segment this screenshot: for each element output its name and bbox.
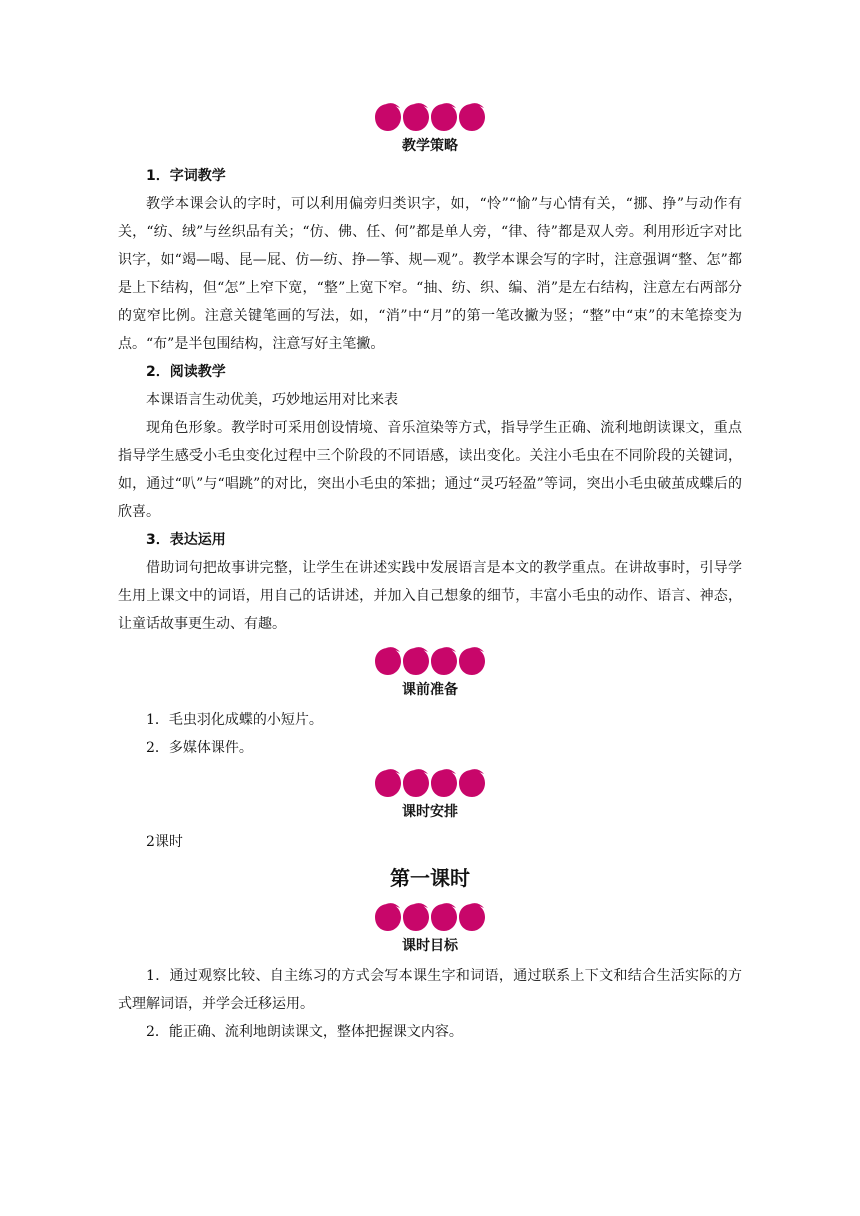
- document-page: [118, 0, 742, 1046]
- petal-row-icon: [374, 768, 486, 798]
- section-title-strategy: 教学策略: [402, 138, 458, 154]
- section-badge-strategy: [118, 102, 742, 132]
- paragraph-words: 教学本课会认的字时，可以利用偏旁归类识字，如，“怜”“愉”与心情有关，“挪、挣”与动作有关，“纺、绒”与丝织品有关；“仿、佛、任、何”都是单人旁，“律、待”都是双人旁。利用形近字对比识字，如“竭—喝、昆—屁、仿—纺、挣—筝、规—观”。教学本课会写的字时，注意强调“整、怎”都是上下结构，但“怎”上窄下宽，“整”上宽下窄。“抽、纺、织、编、消”是左右结构，注意左右两部分的宽窄比例。注意关键笔画的写法，如，“消”中“月”的第一笔改撇为竖；“整”中“束”的末笔捺变为点。“布”是半包围结构，注意写好主笔撇。: [118, 196, 742, 352]
- list-item: 2．能正确、流利地朗读课文，整体把握课文内容。: [146, 1024, 463, 1040]
- subheading-expression: 3．表达运用: [146, 532, 226, 548]
- schedule-text: 2课时: [146, 834, 183, 850]
- paragraph-expression: 借助词句把故事讲完整，让学生在讲述实践中发展语言是本文的教学重点。在讲故事时，引导学生用上课文中的词语，用自己的话讲述，并加入自己想象的细节，丰富小毛虫的动作、语言、神态，让童话故事更生动、有趣。: [118, 560, 742, 632]
- lesson-title: 第一课时: [390, 866, 470, 890]
- petal-row-icon: [374, 902, 486, 932]
- section-badge-schedule: [118, 768, 742, 798]
- list-item: 1．毛虫羽化成蝶的小短片。: [146, 712, 323, 728]
- paragraph-reading-1: 本课语言生动优美，巧妙地运用对比来表: [146, 392, 398, 408]
- petal-row-icon: [374, 102, 486, 132]
- section-title-preparation: 课前准备: [402, 682, 458, 698]
- section-badge-goals: [118, 902, 742, 932]
- section-badge-preparation: [118, 646, 742, 676]
- list-item: 1．通过观察比较、自主练习的方式会写本课生字和词语，通过联系上下文和结合生活实际的方式理解词语，并学会迁移运用。: [118, 968, 742, 1012]
- section-title-goals: 课时目标: [402, 938, 458, 954]
- section-title-schedule: 课时安排: [402, 804, 458, 820]
- paragraph-reading-2: 现角色形象。教学时可采用创设情境、音乐渲染等方式，指导学生正确、流利地朗读课文，重点指导学生感受小毛虫变化过程中三个阶段的不同语感，读出变化。关注小毛虫在不同阶段的关键词，如，通过“叭”与“唱跳”的对比，突出小毛虫的笨拙；通过“灵巧轻盈”等词，突出小毛虫破茧成蝶后的欣喜。: [118, 420, 742, 520]
- subheading-words: 1．字词教学: [146, 168, 226, 184]
- petal-row-icon: [374, 646, 486, 676]
- subheading-reading: 2．阅读教学: [146, 364, 226, 380]
- list-item: 2．多媒体课件。: [146, 740, 253, 756]
